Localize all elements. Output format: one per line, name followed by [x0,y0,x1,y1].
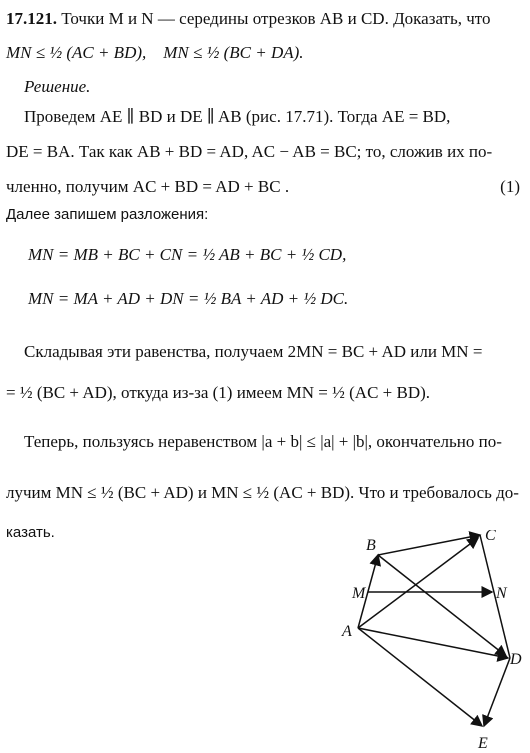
solution-paragraph-4b: лучим MN ≤ ½ (BC + AD) и MN ≤ ½ (AC + BD). Что и требовалось до- [6,483,519,502]
label-c: C [485,530,496,544]
label-m: M [352,585,366,602]
segment-bd [378,555,506,656]
solution-paragraph-1c-text: членно, получим AC + BD = AD + BC . [6,177,290,196]
solution-paragraph-4c: казать. [6,524,55,541]
solution-paragraph-1c [6,176,520,198]
equation-label: (1) [500,177,520,196]
label-d: D [510,651,522,668]
label-n: N [496,585,507,602]
problem-inequalities [6,42,520,64]
segment-bc [378,535,480,555]
equation-mn-2: MN = MA + AD + DN = ½ BA + AD + ½ DC. [28,289,349,308]
problem-number: 17.121. [6,9,57,28]
equation-mn-1: MN = MB + BC + CN = ½ AB + BC + ½ CD, [28,245,347,264]
inequality-2: MN ≤ ½ (BC + DA). [163,43,304,62]
label-b: B [366,537,376,554]
solution-paragraph-3b: = ½ (BC + AD), откуда из-за (1) имеем MN = ½ (AC + BD). [6,383,431,402]
inequality-1: MN ≤ ½ (AC + BD), [6,43,147,62]
solution-paragraph-2: Далее запишем разложения: [6,206,209,223]
solution-paragraph-4a: Теперь, пользуясь неравенством |a + b| ≤ |a| + |b|, окончательно по- [24,432,502,451]
label-a: A [342,623,352,640]
label-e: E [478,735,488,752]
geometry-figure [330,530,525,752]
segment-ae [358,628,482,726]
solution-paragraph-1a: Проведем AE ∥ BD и DE ∥ AB (рис. 17.71). Тогда AE = BD, [24,107,451,126]
solution-paragraph-3a: Складывая эти равенства, получаем 2MN = BC + AD или MN = [24,342,483,361]
solution-paragraph-1b: DE = BA. Так как AB + BD = AD, AC − AB = BC; то, сложив их по- [6,142,493,161]
segment-ad [358,628,508,658]
solution-heading: Решение. [24,77,91,96]
segment-de [484,658,510,726]
problem-header [6,8,520,30]
segment-ac [358,538,478,628]
problem-statement: Точки M и N — середины отрезков AB и CD. Доказать, что [61,9,491,28]
